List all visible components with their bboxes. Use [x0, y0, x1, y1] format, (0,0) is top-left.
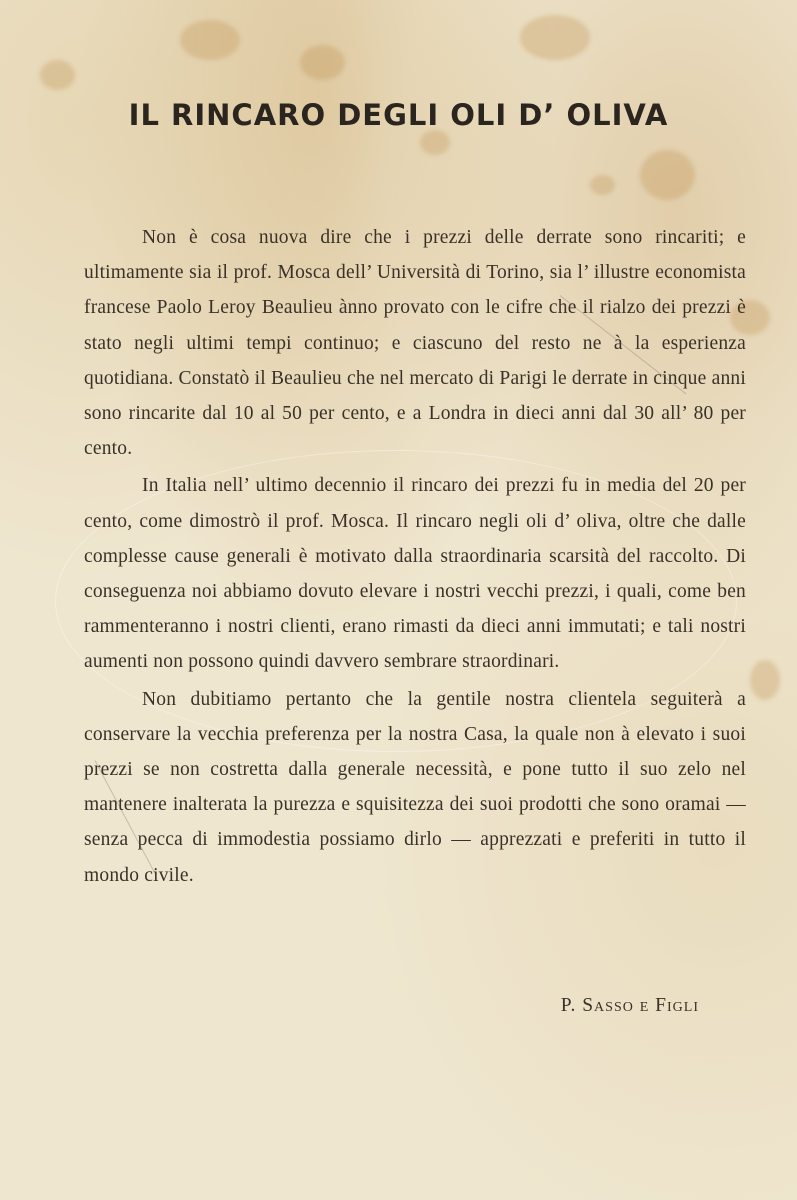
signature: P. Sasso e Figli — [560, 995, 699, 1016]
foxing-stain — [590, 175, 615, 195]
foxing-stain — [750, 660, 780, 700]
foxing-stain — [40, 60, 75, 90]
paragraph-3: Non dubitiamo pertanto che la gentile nostra clientela seguiterà a conservare la vecchia preferenza per la nostra Casa, la quale non à elevato i suoi prezzi se non costretta dalla generale necessità, e pone tutto il suo zelo nel mantenere inalterata la purezza e squisitezza dei suoi prodotti che sono oramai — senza pecca di immodestia possiamo dirlo — apprezzati e preferiti in tutto il mondo civile. — [84, 688, 746, 886]
document-title: IL RINCARO DEGLI OLI D’ OLIVA — [128, 98, 669, 132]
foxing-stain — [420, 130, 450, 155]
document-body — [84, 220, 746, 893]
foxing-stain — [300, 45, 345, 80]
paragraph-1: Non è cosa nuova dire che i prezzi delle derrate sono rincariti; e ultimamente sia il prof. Mosca dell’ Università di Torino, sia l’ illustre economista francese Paolo Leroy Beaulieu ànno provato con le cifre che il rialzo dei prezzi è stato negli ultimi tempi continuo; e ciascuno del resto ne à la esperienza quotidiana. Constatò il Beaulieu che nel mercato di Parigi le derrate in cinque anni sono rincarite dal 10 al 50 per cento, e a Londra in dieci anni dal 30 all’ 80 per cento. — [84, 227, 746, 460]
foxing-stain — [520, 15, 590, 60]
foxing-stain — [640, 150, 695, 200]
paragraph-2: In Italia nell’ ultimo decennio il rincaro dei prezzi fu in media del 20 per cento, come dimostrò il prof. Mosca. Il rincaro negli oli d’ oliva, oltre che dalle complesse cause generali è motivato dalla straordinaria scarsità del raccolto. Di conseguenza noi abbiamo dovuto elevare i nostri vecchi prezzi, i quali, come ben rammenteranno i nostri clienti, erano rimasti da dieci anni immutati; e tali nostri aumenti non possono quindi davvero sembrare straordinari. — [84, 475, 746, 673]
foxing-stain — [180, 20, 240, 60]
